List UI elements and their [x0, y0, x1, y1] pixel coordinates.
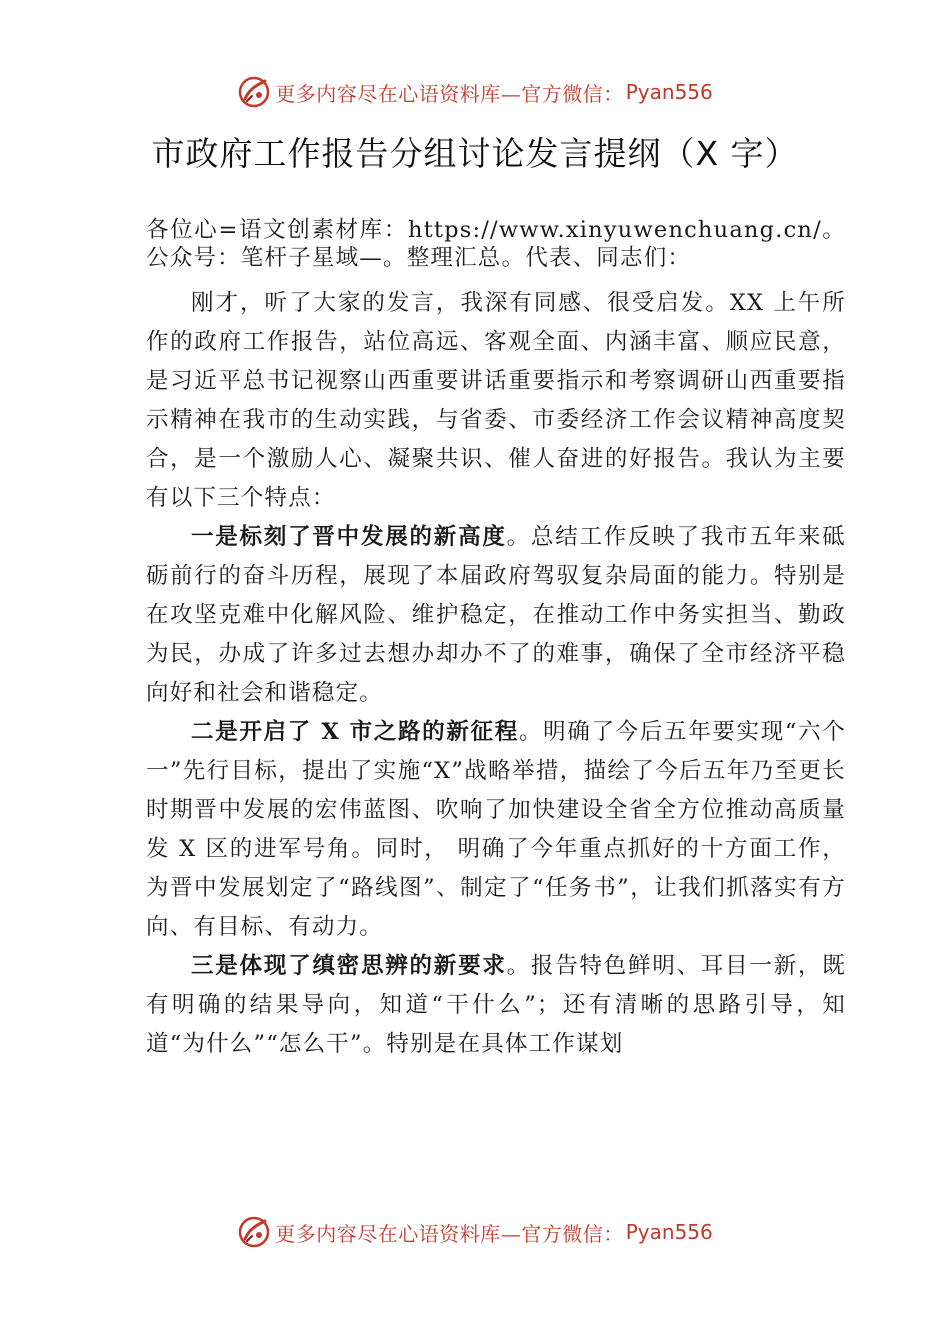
footer-banner	[0, 1210, 950, 1254]
footer-banner-text: 更多内容尽在心语资料库—官方微信：	[275, 1221, 624, 1246]
paragraph-3-text: 。明确了今后五年要实现“六个一”先行目标，提出了实施“X”战略举措，描绘了今后五年乃至更长时期晋中发展的宏伟蓝图、吹响了加快建设全省全方位推动高质量发 X 区的进军号角。同时， 明确了今年重点抓好的十方面工作，为晋中发展划定了“路线图”、制定了“任务书”，让我们抓落实有方向、有目标、有动力。	[146, 719, 846, 940]
paragraph-2-text: 。总结工作反映了我市五年来砥砺前行的奋斗历程，展现了本届政府驾驭复杂局面的能力。特别是在攻坚克难中化解风险、维护稳定，在推动工作中务实担当、勤政为民，办成了许多过去想办却办不了的难事，确保了全市经济平稳向好和社会和谐稳定。	[146, 524, 846, 706]
header-banner-wechat: Pyan556	[625, 80, 713, 104]
pen-seal-icon	[237, 1215, 271, 1249]
paragraph-4-lead: 三是体现了缜密思辨的新要求	[191, 953, 507, 979]
intro-line: 各位心=语文创素材库：https://www.xinyuwenchuang.cn/。公众号：笔杆子星域—。整理汇总。代表、同志们：	[146, 217, 846, 271]
paragraph-3	[146, 713, 846, 947]
header-banner-text: 更多内容尽在心语资料库—官方微信：	[275, 81, 624, 106]
document-title: 市政府工作报告分组讨论发言提纲（X 字）	[151, 134, 799, 173]
footer-banner-wechat: Pyan556	[625, 1220, 713, 1244]
paragraph-1	[146, 284, 846, 518]
document-body	[146, 216, 846, 1064]
paragraph-4-text: 。报告特色鲜明、耳目一新，既有明确的结果导向，知道“干什么”；还有清晰的思路引导，知道“为什么”“怎么干”。特别是在具体工作谋划	[146, 953, 846, 1057]
header-banner	[0, 70, 950, 114]
paragraph-4	[146, 947, 846, 1064]
pen-seal-icon	[237, 75, 271, 109]
paragraph-1-text: 刚才，听了大家的发言，我深有同感、很受启发。XX 上午所作的政府工作报告，站位高远、客观全面、内涵丰富、顺应民意，是习近平总书记视察山西重要讲话重要指示和考察调研山西重要指示精神在我市的生动实践，与省委、市委经济工作会议精神高度契合，是一个激励人心、凝聚共识、催人奋进的好报告。我认为主要有以下三个特点：	[146, 290, 846, 511]
paragraph-3-lead: 二是开启了 X 市之路的新征程	[191, 719, 519, 745]
paragraph-2-lead: 一是标刻了晋中发展的新高度	[191, 524, 507, 550]
paragraph-2	[146, 518, 846, 713]
